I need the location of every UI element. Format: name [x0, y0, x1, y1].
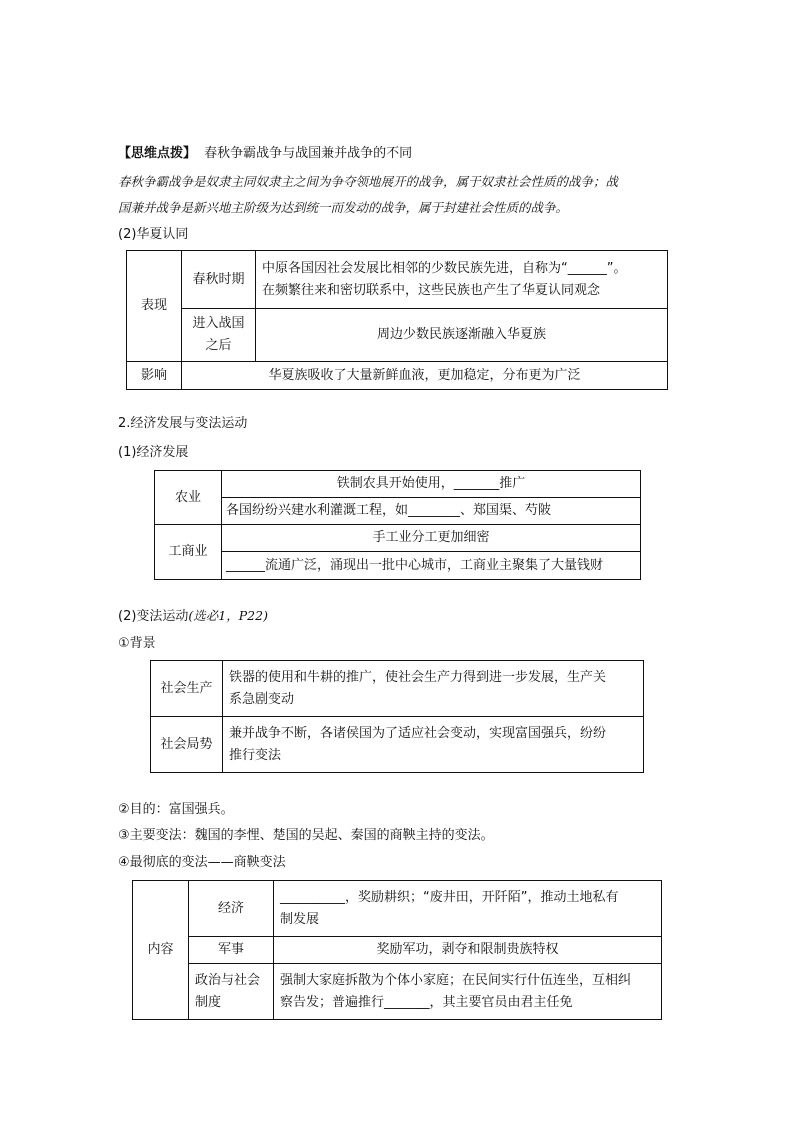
reform-bg2-b: 推行变法	[229, 747, 282, 763]
huaxia-r2-text: 周边少数民族逐渐融入华夏族	[256, 309, 668, 362]
reform-goal: ②目的：富国强兵。	[118, 802, 234, 817]
reform-bg1-label: 社会生产	[151, 661, 223, 717]
shang-econ-text	[274, 881, 662, 937]
reform-bg2-text	[223, 717, 644, 773]
reform-bg-table	[150, 660, 644, 773]
economy-comm-2: ______流通广泛，涌现出一批中心城市，工商业主聚集了大量钱财	[222, 552, 641, 580]
shang-content-label: 内容	[133, 881, 189, 1020]
economy-agri-2: 各国纷纷兴建水利灌溉工程，如________、郑国渠、芍陂	[222, 498, 641, 525]
reform-heading-note: (选必1，P22)	[188, 608, 268, 623]
huaxia-table	[126, 250, 668, 390]
shang-mil-label: 军事	[189, 937, 274, 964]
shang-econ-label: 经济	[189, 881, 274, 937]
tip-line-2: 国兼并战争是新兴地主阶级为达到统一而发动的战争，属于封建社会性质的战争。	[118, 200, 569, 215]
huaxia-row-label: 表现	[127, 251, 182, 362]
shang-pol-label-a: 政治与社会	[195, 972, 261, 988]
huaxia-r3-label: 影响	[127, 362, 182, 390]
huaxia-r3-text: 华夏族吸收了大量新鲜血液，更加稳定，分布更为广泛	[182, 362, 668, 390]
huaxia-heading: (2)华夏认同	[118, 227, 189, 242]
reform-bg2-a: 兼并战争不断，各诸侯国为了适应社会变动，实现富国强兵，纷纷	[229, 725, 607, 741]
tip-label: 【思维点拨】	[118, 146, 197, 161]
reform-bg2-label: 社会局势	[151, 717, 223, 773]
reform-bg1-text	[223, 661, 644, 717]
huaxia-r1-period: 春秋时期	[182, 251, 256, 309]
tip-title: 春秋争霸战争与战国兼并战争的不同	[204, 146, 413, 161]
economy-section: 2.经济发展与变法运动	[118, 416, 248, 431]
economy-agri-1: 铁制农具开始使用，_______推广	[222, 471, 641, 498]
economy-comm-1: 手工业分工更加细密	[222, 525, 641, 552]
huaxia-r1-text-b: 在频繁往来和密切联系中，这些民族也产生了华夏认同观念	[262, 282, 601, 298]
shang-econ-a: __________，奖励耕织；“废井田，开阡陌”，推动土地私有	[280, 889, 619, 905]
tip-line-1: 春秋争霸战争是奴隶主同奴隶主之间为争夺领地展开的战争，属于奴隶社会性质的战争；战	[118, 174, 619, 189]
huaxia-r2-period-a: 进入战国	[192, 316, 245, 331]
shang-pol-text	[274, 964, 662, 1020]
economy-agri-label: 农业	[155, 471, 222, 525]
reform-heading-text: (2)变法运动	[118, 609, 189, 624]
shang-mil-text: 奖励军功，剥夺和限制贵族特权	[274, 937, 662, 964]
economy-table	[154, 470, 641, 580]
tip-heading	[118, 144, 412, 164]
economy-heading: (1)经济发展	[118, 445, 189, 460]
shang-pol-a: 强制大家庭拆散为个体小家庭；在民间实行什伍连坐，互相纠	[280, 972, 632, 988]
economy-comm-label: 工商业	[155, 525, 222, 580]
shang-pol-b: 察告发；普遍推行_______，其主要官员由君主任免	[280, 994, 573, 1010]
reform-bg1-a: 铁器的使用和牛耕的推广，使社会生产力得到进一步发展，生产关	[229, 669, 607, 685]
huaxia-r1-text-a: 中原各国因社会发展比相邻的少数民族先进，自称为“______”。	[262, 260, 627, 276]
huaxia-r1-text	[256, 251, 668, 309]
reform-heading	[118, 606, 268, 627]
shang-pol-label-b: 制度	[195, 994, 222, 1010]
reform-main: ③主要变法：魏国的李悝、楚国的吴起、秦国的商鞅主持的变法。	[118, 828, 494, 843]
shang-pol-label	[189, 964, 274, 1020]
huaxia-r2-period-b: 之后	[205, 338, 232, 353]
shang-econ-b: 制发展	[280, 911, 320, 927]
reform-shang-heading: ④最彻底的变法——商鞅变法	[118, 855, 286, 870]
reform-bg1-b: 系急剧变动	[229, 691, 295, 707]
shang-table	[132, 880, 662, 1020]
huaxia-r2-period	[182, 309, 256, 362]
reform-bg-heading: ①背景	[118, 636, 156, 651]
